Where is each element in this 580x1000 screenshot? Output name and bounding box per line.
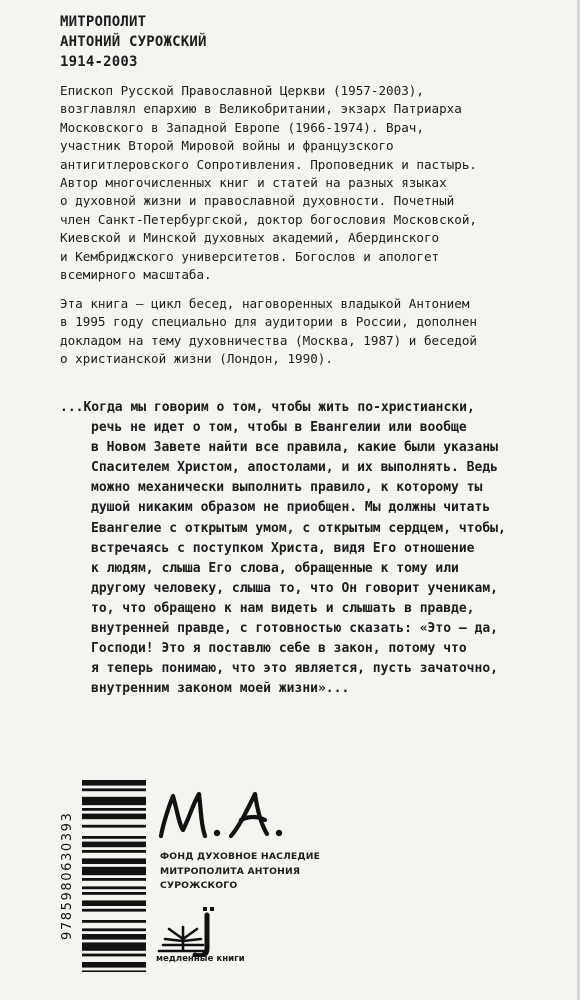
barcode-bar <box>82 892 146 895</box>
about-line: докладом на тему духовничества (Москва, 1987) и беседой <box>60 332 478 348</box>
bio-line: Киевской и Минской духовных академий, Абердинского <box>60 230 440 246</box>
bio-line: Автор многочисленных книг и статей на разных языках <box>60 175 447 191</box>
about-line: Эта книга — цикл бесед, наговоренных владыкой Антонием <box>60 296 470 311</box>
quote-line: внутренним законом моей жизни»... <box>91 681 350 697</box>
bio-line: всемирного масштаба. <box>60 267 212 283</box>
quote-line: Евангелие с открытым умом, с открытым сердцем, чтобы, <box>91 520 506 536</box>
barcode-bar <box>82 842 146 848</box>
book-description <box>60 295 477 369</box>
barcode-bar <box>82 788 146 791</box>
barcode-bar <box>82 858 146 864</box>
author-biography <box>60 82 477 284</box>
barcode-bar <box>82 850 146 853</box>
barcode-bar <box>82 886 146 889</box>
bio-line: антигитлеровского Сопротивления. Проповедник и пастырь. <box>60 156 478 172</box>
quote-line: Спасителем Христом, апостолами, и их выполнять. Ведь <box>91 460 498 476</box>
barcode-bar <box>82 909 146 912</box>
barcode-bar <box>82 808 146 811</box>
foundation-line: ФОНД ДУХОВНОЕ НАСЛЕДИЕ <box>160 851 321 862</box>
barcode-bar <box>82 836 146 839</box>
bio-line: и Кембриджского университетов. Богослов и апологет <box>60 248 440 264</box>
quote-line: душой никаким образом не приобщен. Мы должны читать <box>91 500 491 516</box>
author-years: 1914-2003 <box>60 54 138 70</box>
bio-line: Московского в Западной Европе (1966-1974). Врач, <box>60 119 424 135</box>
barcode-bar <box>82 867 146 875</box>
quote-first-line: ...Когда мы говорим о том, чтобы жить по-христиански, <box>60 400 475 415</box>
quote-line: другому человеку, слыша то, что Он говорит ученикам, <box>91 580 498 596</box>
barcode-bar <box>82 970 146 972</box>
quote-line: то, что обращено к нам видеть и слышать в правде, <box>91 600 475 616</box>
barcode-bar <box>82 825 146 828</box>
barcode-bar <box>82 934 146 940</box>
foundation-monogram-logo <box>155 784 295 846</box>
barcode-bar <box>82 962 146 968</box>
publisher-logo <box>155 905 225 957</box>
quote-line: речь не идет о том, чтобы в Евангелии или вообще <box>91 420 467 436</box>
bio-line: о духовной жизни и православной духовности. Почетный <box>60 193 455 209</box>
barcode-bar <box>82 797 146 805</box>
bio-line: Епископ Русской Православной Церкви (1957-2003), <box>60 83 424 98</box>
barcode-bar <box>82 900 146 906</box>
publisher-name: медленные книги <box>156 954 245 964</box>
quote-line: Господи! Это я поставлю себе в закон, потому что <box>91 641 467 657</box>
isbn-number: 9785980630393 <box>60 811 75 941</box>
author-title-line1: МИТРОПОЛИТ <box>60 14 147 30</box>
author-header <box>60 12 207 72</box>
quote-line: можно механически выполнить правило, к которому ты <box>91 480 483 496</box>
foundation-line: СУРОЖСКОГО <box>160 880 238 891</box>
barcode-bar <box>82 920 146 923</box>
about-line: в 1995 году специально для аудитории в России, дополнен <box>60 314 478 330</box>
bio-line: член Санкт-Петербургской, доктор богословия Московской, <box>60 211 478 227</box>
quote-line: в Новом Завете найти все правила, какие были указаны <box>91 440 498 456</box>
barcode-bar <box>82 780 146 786</box>
foundation-name <box>160 850 320 894</box>
quote-line: внутренней правде, с готовностью сказать: «Это — да, <box>91 621 498 637</box>
barcode-bar <box>82 942 146 950</box>
quote-line: встречаясь с поступком Христа, видя Его отношение <box>91 540 475 556</box>
barcode-bar <box>82 954 146 957</box>
bio-line: участник Второй Мировой войны и французского <box>60 138 394 154</box>
book-quote <box>60 398 506 699</box>
foundation-line: МИТРОПОЛИТА АНТОНИЯ <box>160 865 301 877</box>
quote-line: я теперь понимаю, что это является, пусть зачаточно, <box>91 661 498 677</box>
barcode-bar <box>82 928 146 931</box>
barcode-bar <box>82 814 146 820</box>
author-title-line2: АНТОНИЙ СУРОЖСКИЙ <box>60 34 207 50</box>
about-line: о христианской жизни (Лондон, 1990). <box>60 351 333 367</box>
barcode-bar <box>82 878 146 881</box>
quote-line: к людям, слыша Его слова, обращенные к тому или <box>91 560 459 576</box>
bio-line: возглавлял епархию в Великобритании, экзарх Патриарха <box>60 101 462 117</box>
